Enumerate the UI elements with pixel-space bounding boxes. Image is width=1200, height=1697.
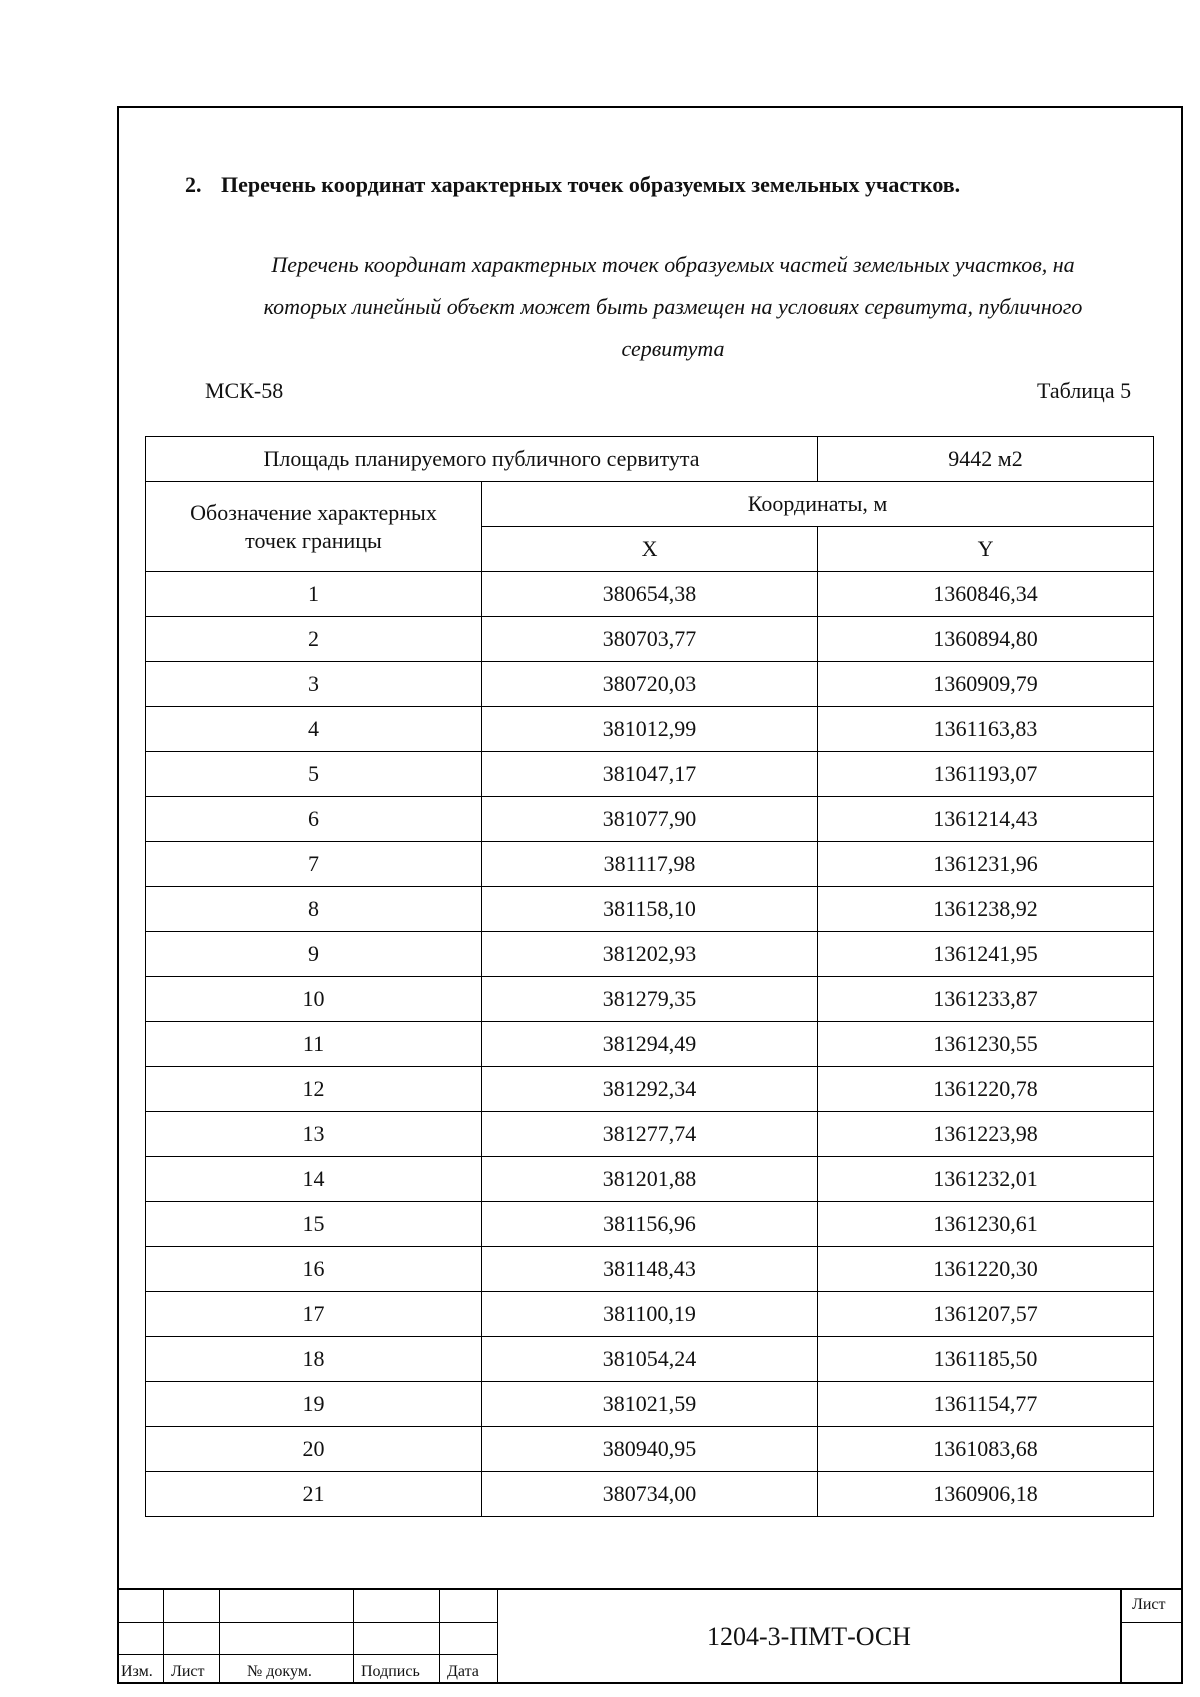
x-coordinate-cell: 381047,17: [482, 752, 818, 797]
point-number-cell: 5: [146, 752, 482, 797]
point-number-cell: 16: [146, 1247, 482, 1292]
table-row: [146, 1022, 1154, 1067]
table-row: [146, 1067, 1154, 1112]
y-coordinate-cell: 1361238,92: [818, 887, 1154, 932]
y-coordinate-cell: 1361223,98: [818, 1112, 1154, 1157]
y-coordinate-cell: 1361232,01: [818, 1157, 1154, 1202]
table-row: [146, 1337, 1154, 1382]
stamp-divider: [219, 1590, 220, 1684]
x-coordinate-cell: 381294,49: [482, 1022, 818, 1067]
y-coordinate-cell: 1361220,78: [818, 1067, 1154, 1112]
point-number-cell: 10: [146, 977, 482, 1022]
y-coordinate-cell: 1361220,30: [818, 1247, 1154, 1292]
point-header-line-1: Обозначение характерных: [190, 499, 437, 525]
y-coordinate-cell: 1360894,80: [818, 617, 1154, 662]
table-row: [146, 1112, 1154, 1157]
table-number: Таблица 5: [1037, 378, 1132, 403]
table-row: [146, 1472, 1154, 1517]
intro-paragraph: [188, 244, 1158, 370]
point-number-cell: 4: [146, 707, 482, 752]
x-coordinate-cell: 380720,03: [482, 662, 818, 707]
intro-line-1: Перечень координат характерных точек образуемых частей земельных участков, на: [271, 252, 1075, 277]
x-coordinate-cell: 381021,59: [482, 1382, 818, 1427]
point-header-line-2: точек границы: [245, 527, 382, 553]
y-coordinate-cell: 1361233,87: [818, 977, 1154, 1022]
intro-line-3: сервитута: [621, 336, 725, 361]
stamp-divider: [439, 1590, 440, 1684]
stamp-divider: [353, 1590, 354, 1684]
table-row: [146, 1427, 1154, 1472]
point-number-cell: 3: [146, 662, 482, 707]
y-coordinate-cell: 1361241,95: [818, 932, 1154, 977]
point-number-cell: 11: [146, 1022, 482, 1067]
table-row: [146, 932, 1154, 977]
point-number-cell: 17: [146, 1292, 482, 1337]
table-row: [146, 797, 1154, 842]
coordinates-header: Координаты, м: [482, 482, 1154, 527]
y-coordinate-cell: 1361185,50: [818, 1337, 1154, 1382]
table-row: [146, 1202, 1154, 1247]
header-row: [146, 482, 1154, 527]
stamp-divider: [163, 1590, 164, 1684]
x-coordinate-cell: 381117,98: [482, 842, 818, 887]
y-coordinate-cell: 1360909,79: [818, 662, 1154, 707]
table-row: [146, 707, 1154, 752]
table-row: [146, 572, 1154, 617]
stamp-rule: [117, 1622, 497, 1623]
y-coordinate-cell: 1361230,55: [818, 1022, 1154, 1067]
table-row: [146, 1157, 1154, 1202]
point-number-cell: 12: [146, 1067, 482, 1112]
x-coordinate-cell: 381158,10: [482, 887, 818, 932]
y-coordinate-cell: 1361154,77: [818, 1382, 1154, 1427]
title-block: [117, 1588, 1183, 1684]
section-number: 2.: [185, 172, 202, 197]
x-coordinate-cell: 380703,77: [482, 617, 818, 662]
point-number-cell: 7: [146, 842, 482, 887]
x-header: X: [482, 527, 818, 572]
x-coordinate-cell: 381201,88: [482, 1157, 818, 1202]
coordinate-system: МСК-58: [205, 378, 284, 403]
section-heading: [185, 172, 960, 198]
y-coordinate-cell: 1361214,43: [818, 797, 1154, 842]
table-row: [146, 662, 1154, 707]
x-coordinate-cell: 381012,99: [482, 707, 818, 752]
table-row: [146, 1292, 1154, 1337]
document-code: 1204-3-ПМТ-ОСН: [707, 1622, 911, 1651]
izm-label: Изм.: [121, 1663, 153, 1680]
point-number-cell: 15: [146, 1202, 482, 1247]
table-row: [146, 617, 1154, 662]
point-number-cell: 14: [146, 1157, 482, 1202]
point-number-cell: 21: [146, 1472, 482, 1517]
x-coordinate-cell: 381202,93: [482, 932, 818, 977]
y-coordinate-cell: 1361231,96: [818, 842, 1154, 887]
point-number-cell: 1: [146, 572, 482, 617]
point-number-cell: 18: [146, 1337, 482, 1382]
sheet-label: Лист: [1132, 1596, 1166, 1613]
doc-number-label: № докум.: [247, 1663, 312, 1680]
point-number-cell: 13: [146, 1112, 482, 1157]
point-number-cell: 8: [146, 887, 482, 932]
table-row: [146, 1382, 1154, 1427]
table-row: [146, 977, 1154, 1022]
y-coordinate-cell: 1361207,57: [818, 1292, 1154, 1337]
date-label: Дата: [447, 1663, 479, 1680]
table-row: [146, 842, 1154, 887]
point-header: [146, 482, 482, 572]
x-coordinate-cell: 380734,00: [482, 1472, 818, 1517]
x-coordinate-cell: 381077,90: [482, 797, 818, 842]
area-row: [146, 437, 1154, 482]
x-coordinate-cell: 381156,96: [482, 1202, 818, 1247]
y-coordinate-cell: 1360846,34: [818, 572, 1154, 617]
table-row: [146, 1247, 1154, 1292]
section-title: Перечень координат характерных точек образуемых земельных участков.: [221, 172, 961, 197]
table-row: [146, 752, 1154, 797]
y-coordinate-cell: 1361083,68: [818, 1427, 1154, 1472]
area-value: 9442 м2: [818, 437, 1154, 482]
y-coordinate-cell: 1361193,07: [818, 752, 1154, 797]
point-number-cell: 2: [146, 617, 482, 662]
y-coordinate-cell: 1361163,83: [818, 707, 1154, 752]
y-header: Y: [818, 527, 1154, 572]
signature-label: Подпись: [361, 1663, 420, 1680]
stamp-divider: [497, 1590, 498, 1684]
point-number-cell: 19: [146, 1382, 482, 1427]
x-coordinate-cell: 381054,24: [482, 1337, 818, 1382]
coordinates-table: [145, 436, 1154, 1517]
point-number-cell: 20: [146, 1427, 482, 1472]
intro-line-2: которых линейный объект может быть размещен на условиях сервитута, публичного: [263, 294, 1083, 319]
list-label: Лист: [171, 1663, 205, 1680]
x-coordinate-cell: 381277,74: [482, 1112, 818, 1157]
y-coordinate-cell: 1360906,18: [818, 1472, 1154, 1517]
x-coordinate-cell: 381100,19: [482, 1292, 818, 1337]
x-coordinate-cell: 381148,43: [482, 1247, 818, 1292]
table-row: [146, 887, 1154, 932]
x-coordinate-cell: 381292,34: [482, 1067, 818, 1112]
x-coordinate-cell: 381279,35: [482, 977, 818, 1022]
y-coordinate-cell: 1361230,61: [818, 1202, 1154, 1247]
point-number-cell: 9: [146, 932, 482, 977]
x-coordinate-cell: 380940,95: [482, 1427, 818, 1472]
area-label: Площадь планируемого публичного сервитута: [146, 437, 818, 482]
x-coordinate-cell: 380654,38: [482, 572, 818, 617]
stamp-rule: [117, 1654, 497, 1655]
point-number-cell: 6: [146, 797, 482, 842]
